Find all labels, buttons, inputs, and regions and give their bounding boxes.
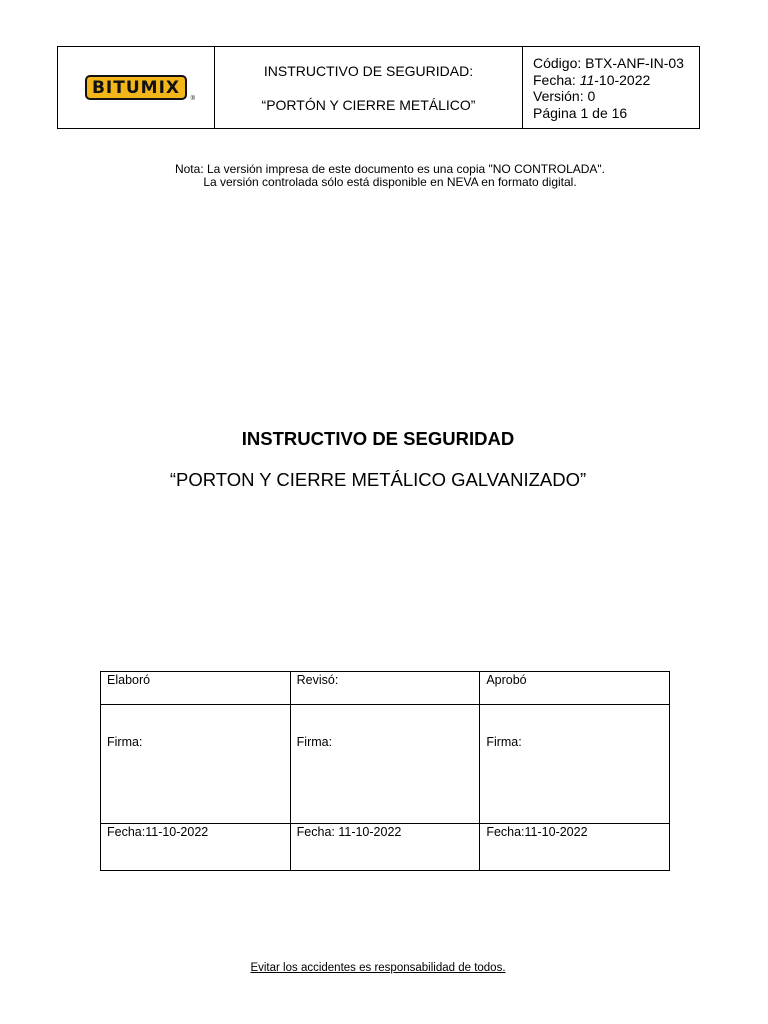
document-header xyxy=(57,46,700,129)
header-title-cell xyxy=(215,47,523,129)
role-elaboro: Elaboró xyxy=(101,672,291,705)
date-label: Fecha: xyxy=(533,71,580,88)
fecha-aprobo: Fecha:11-10-2022 xyxy=(480,824,670,871)
role-aprobo: Aprobó xyxy=(480,672,670,705)
note-line1: Nota: La versión impresa de este documento es una copia "NO CONTROLADA". xyxy=(174,162,606,176)
role-reviso: Revisó: xyxy=(290,672,480,705)
firma-elaboro: Firma: xyxy=(101,705,291,824)
registered-mark: ® xyxy=(190,96,196,102)
logo-cell xyxy=(58,47,215,129)
fecha-elaboro: Fecha:11-10-2022 xyxy=(101,824,291,871)
header-title-line2: “PORTÓN Y CIERRE METÁLICO” xyxy=(261,96,476,113)
document-date xyxy=(533,72,699,89)
main-title: INSTRUCTIVO DE SEGURIDAD xyxy=(241,428,515,449)
control-note xyxy=(0,163,768,189)
header-title-line1: INSTRUCTIVO DE SEGURIDAD: xyxy=(263,62,474,79)
note-line2: La versión controlada sólo está disponible en NEVA en formato digital. xyxy=(203,175,577,189)
document-code: Código: BTX-ANF-IN-03 xyxy=(533,55,684,71)
document-meta-cell xyxy=(523,47,700,129)
main-subtitle: “PORTON Y CIERRE METÁLICO GALVANIZADO” xyxy=(169,469,587,490)
date-day: 11 xyxy=(579,71,595,88)
logo-text: BITUMIX xyxy=(85,75,187,100)
firma-reviso: Firma: xyxy=(290,705,480,824)
bitumix-logo xyxy=(85,75,196,102)
firma-aprobo: Firma: xyxy=(480,705,670,824)
page-number: Página 1 de 16 xyxy=(533,104,628,121)
document-version: Versión: 0 xyxy=(533,88,596,104)
footer-slogan: Evitar los accidentes es responsabilidad de todos. xyxy=(250,962,506,974)
fecha-reviso: Fecha: 11-10-2022 xyxy=(290,824,480,871)
signature-table xyxy=(100,671,670,871)
date-rest: -10-2022 xyxy=(594,71,651,88)
